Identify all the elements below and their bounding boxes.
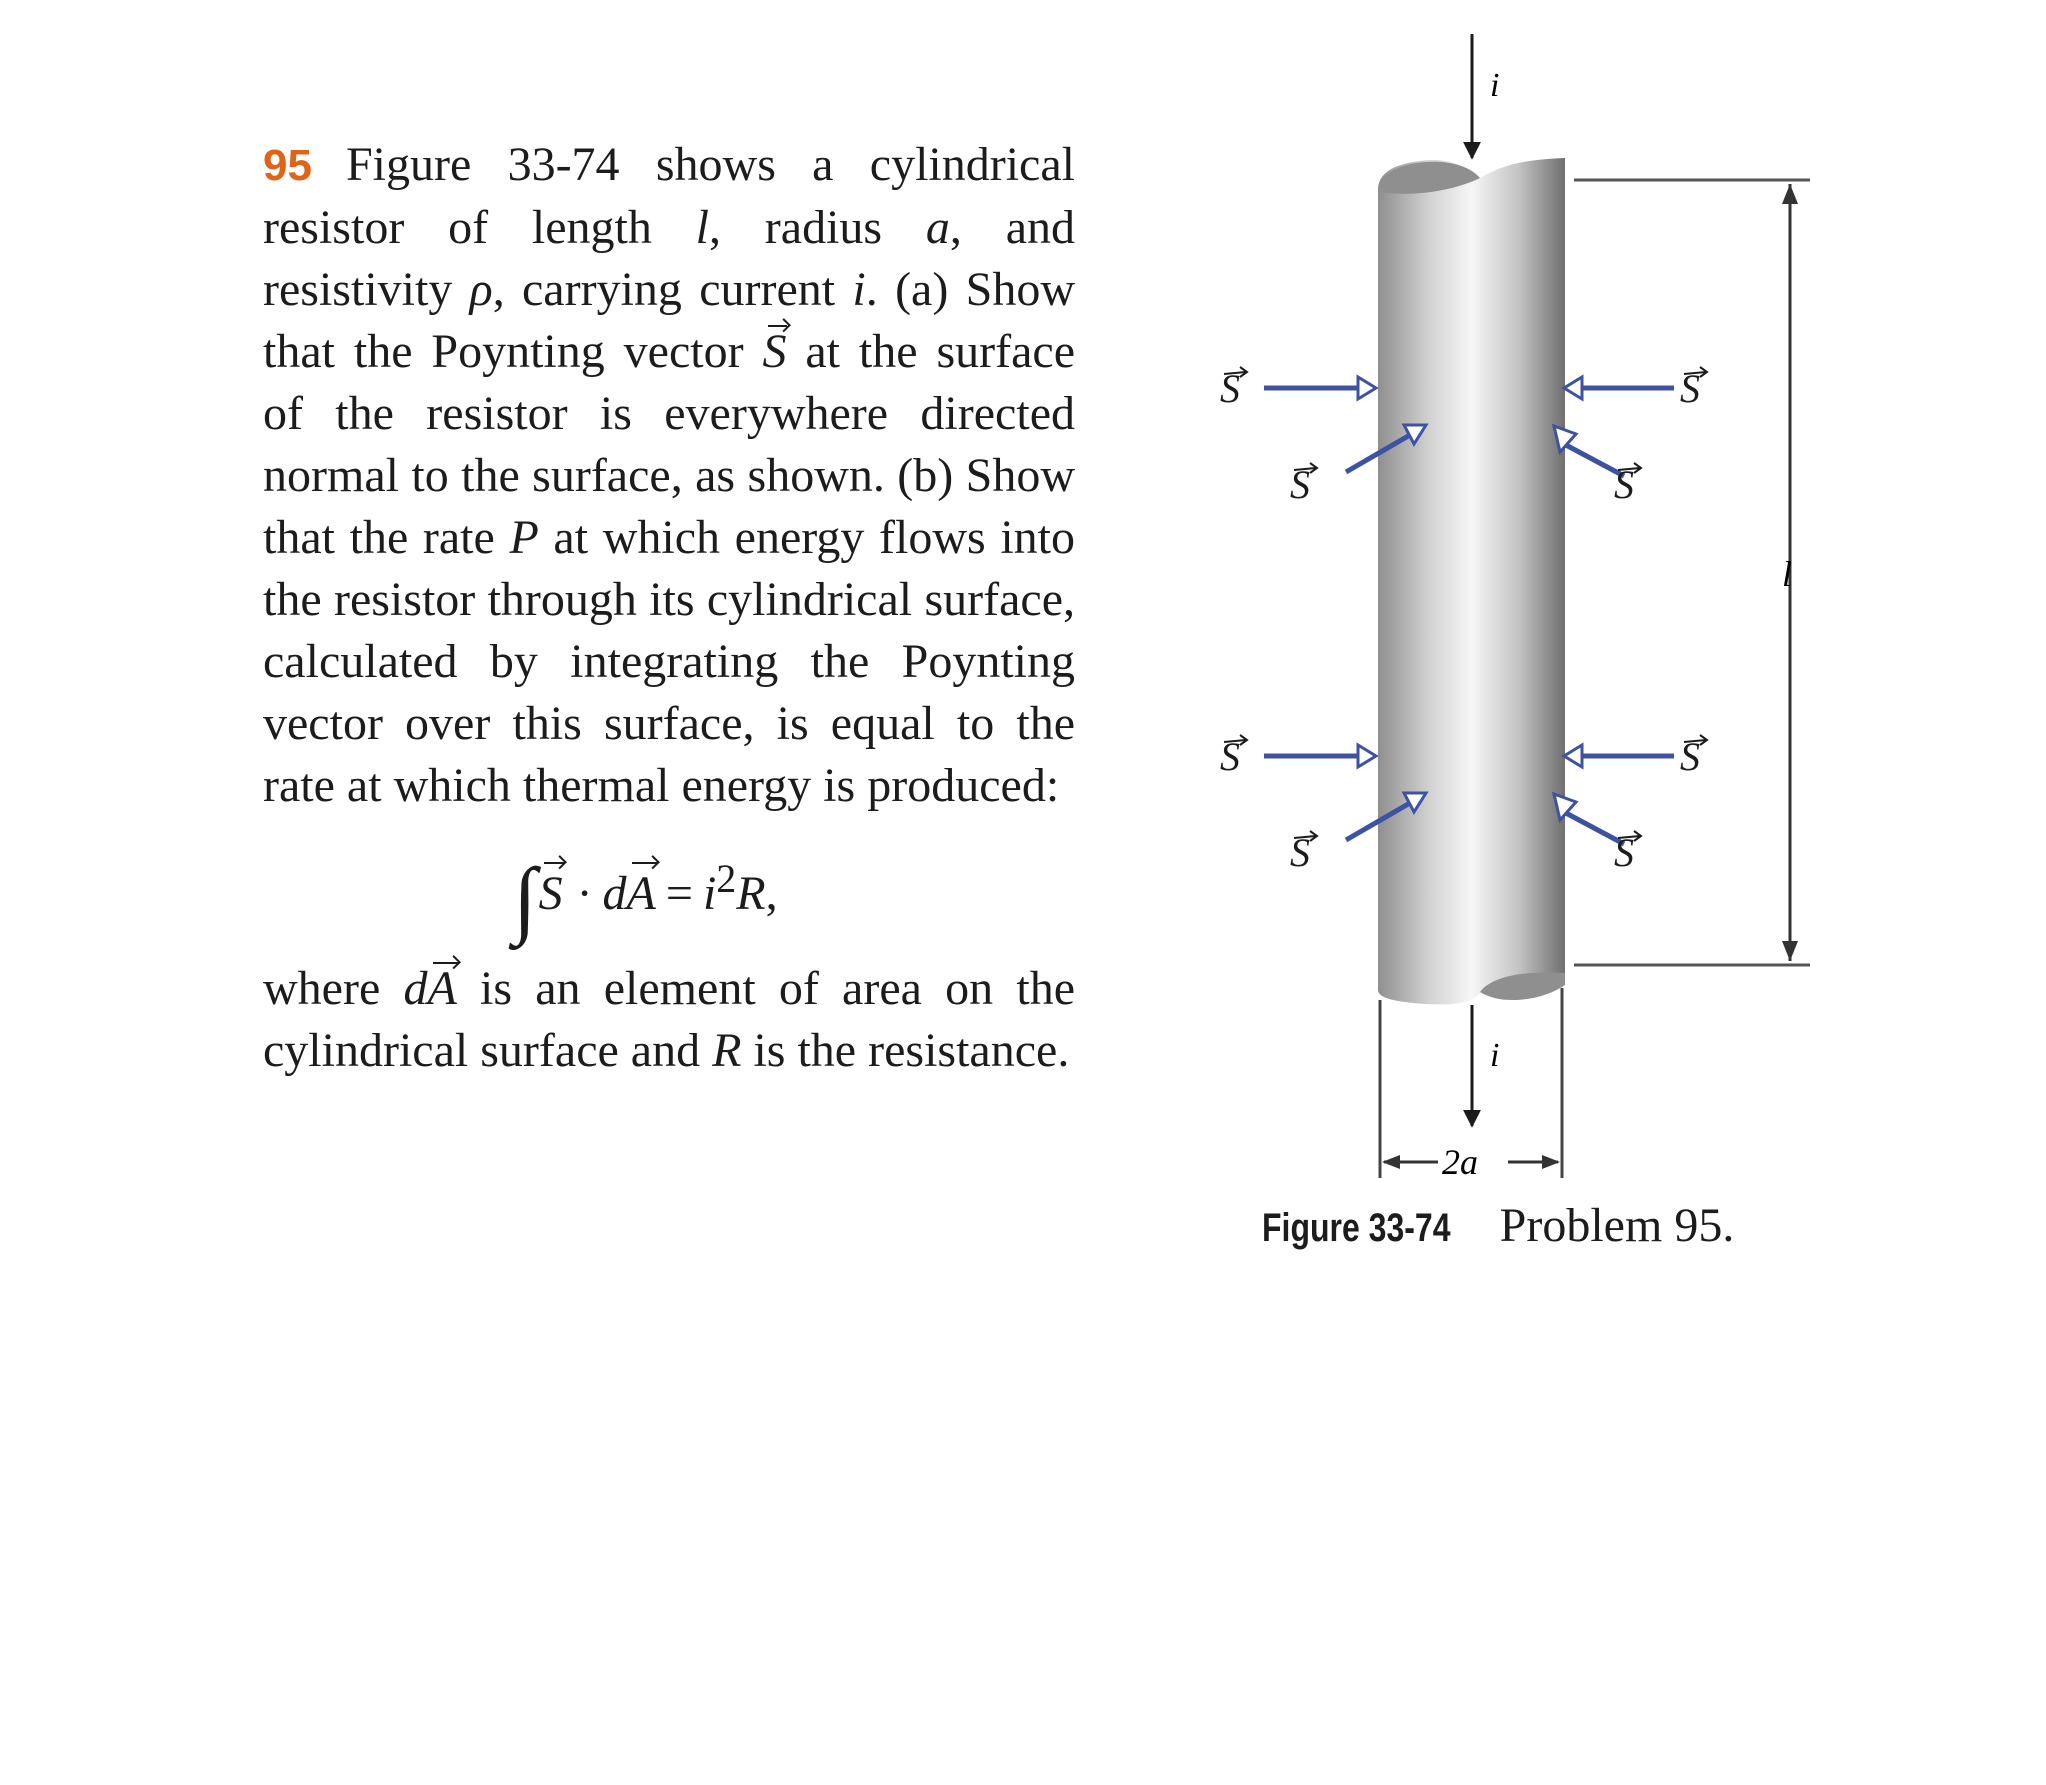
var-resistivity: ρ xyxy=(469,263,493,316)
problem-number: 95 xyxy=(263,141,312,190)
statement-text-3: , and resistivity xyxy=(263,201,1076,316)
statement-text-7: at which energy flows into the resistor through its cylindrical surface, calculated by integrating the Poynting vector over this surface, is equal to the rate at which thermal energy is produced: xyxy=(263,511,1075,812)
statement-text-5: . (a) Show that the Poynting vector xyxy=(263,263,1076,378)
diameter-label: 2a xyxy=(1442,1142,1478,1182)
poynting-head-right-lower xyxy=(1564,745,1582,767)
eq-resistance: R xyxy=(736,867,766,920)
cylinder-body xyxy=(1378,158,1565,1004)
eq-d: d xyxy=(602,867,627,920)
var-poynting-vector: S xyxy=(762,321,786,383)
var-power: P xyxy=(509,511,539,564)
poynting-label-diag-left-upper: S xyxy=(1290,462,1310,507)
statement-text-2: , radius xyxy=(709,201,926,254)
length-arrow-top xyxy=(1782,184,1798,204)
diameter-arrow-right xyxy=(1542,1155,1560,1169)
poynting-label-diag-left-lower: S xyxy=(1290,830,1310,875)
eq-exponent: 2 xyxy=(716,856,737,901)
eq-vector-a: A xyxy=(627,858,656,930)
poynting-label-right-upper: S xyxy=(1680,366,1700,411)
statement-text-1: Figure 33-74 shows a cylindrical resistor of length xyxy=(263,138,1075,254)
where-resistance: R xyxy=(712,1024,742,1077)
integral-sign: ∫ xyxy=(513,850,537,946)
where-text-1: where xyxy=(263,962,404,1015)
resistor-diagram xyxy=(1170,20,1930,1330)
eq-equals: = xyxy=(665,867,693,920)
poynting-label-diag-right-upper: S xyxy=(1614,462,1634,507)
current-in-label: i xyxy=(1490,67,1500,104)
figure-caption xyxy=(1262,1196,1734,1258)
where-d: d xyxy=(403,962,428,1015)
eq-comma: , xyxy=(765,867,778,920)
poynting-label-left-upper: S xyxy=(1220,366,1240,411)
where-statement xyxy=(263,958,1075,1082)
length-arrow-bottom xyxy=(1782,941,1798,961)
var-radius: a xyxy=(925,201,950,254)
caption-tag: Figure 33-74 xyxy=(1262,1206,1451,1250)
poynting-label-diag-right-lower: S xyxy=(1614,830,1634,875)
poynting-head-left-lower xyxy=(1358,745,1376,767)
poynting-head-right-upper xyxy=(1564,377,1582,399)
statement-text-4: , carrying current xyxy=(492,263,853,316)
var-length: l xyxy=(695,201,709,254)
integral-equation xyxy=(513,843,1075,946)
diameter-arrow-left xyxy=(1382,1155,1400,1169)
current-out-label: i xyxy=(1490,1037,1500,1074)
where-vector-a: A xyxy=(427,958,456,1020)
eq-current: i xyxy=(702,867,717,920)
poynting-label-left-lower: S xyxy=(1220,734,1240,779)
figure-33-74 xyxy=(1170,20,1930,1330)
poynting-label-right-lower: S xyxy=(1680,734,1700,779)
problem-statement xyxy=(263,134,1075,817)
eq-vector-s: S xyxy=(539,858,563,930)
caption-text: Problem 95. xyxy=(1499,1199,1735,1252)
problem-95 xyxy=(263,134,1075,1082)
length-label: l xyxy=(1782,554,1793,594)
where-text-3: is the resistance. xyxy=(741,1024,1070,1077)
eq-dot: · xyxy=(576,867,593,920)
poynting-head-left-upper xyxy=(1358,377,1376,399)
var-current: i xyxy=(852,263,866,316)
statement-text-6: at the surface of the resistor is everywhere directed normal to the surface, as shown. (b) Show that the rate xyxy=(263,325,1075,564)
where-text-2: is an element of area on the cylindrical surface and xyxy=(263,962,1075,1077)
